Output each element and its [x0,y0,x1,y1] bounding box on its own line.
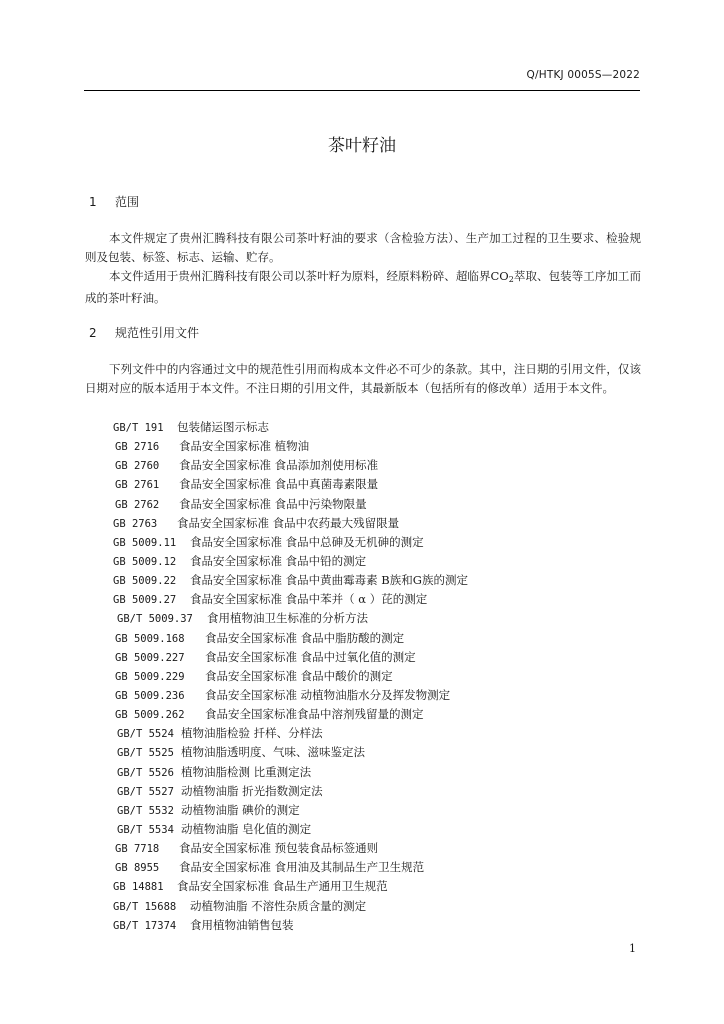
reference-code: GB/T 5524 [117,728,174,741]
reference-title: 动植物油脂 碘价的测定 [181,802,300,817]
reference-code: GB 14881 [113,881,164,894]
reference-code: GB 2761 [115,479,160,492]
reference-item [113,705,468,724]
section-title: 规范性引用文件 [115,326,200,340]
reference-item [113,763,468,782]
reference-title: 食品安全国家标准 食品中总砷及无机砷的测定 [190,534,424,549]
header-rule [84,90,640,91]
reference-item [113,877,468,896]
reference-item [113,724,468,743]
reference-code: GB 5009.227 [115,651,185,664]
reference-code: GB 5009.229 [115,670,185,683]
reference-item [113,801,468,820]
reference-code: GB 5009.236 [115,689,185,702]
reference-title: 食用植物油销售包装 [190,917,294,932]
section-heading-scope [89,193,139,210]
reference-code: GB 5009.22 [113,575,177,588]
reference-code: GB/T 5534 [117,823,174,836]
reference-title: 食品安全国家标准 预包装食品标签通则 [179,841,379,856]
reference-item [113,552,468,571]
reference-title: 动植物油脂 皂化值的测定 [181,821,312,836]
reference-item [113,897,468,916]
reference-list [113,418,468,935]
reference-item [113,686,468,705]
reference-item [113,456,468,475]
reference-item [113,418,468,437]
reference-code: GB 2763 [113,517,158,530]
reference-code: GB 5009.27 [113,594,177,607]
reference-title: 食品安全国家标准 食品中污染物限量 [179,496,367,511]
reference-code: GB/T 191 [113,422,164,434]
reference-title: 包装储运图示标志 [177,420,269,434]
reference-item [113,667,468,686]
reference-title: 食品安全国家标准 食品生产通用卫生规范 [177,879,388,894]
reference-code: GB/T 5526 [117,766,174,779]
reference-title: 植物油脂透明度、气味、滋味鉴定法 [181,745,365,760]
reference-title: 食品安全国家标准 食品中真菌毒素限量 [179,477,379,492]
reference-title: 食品安全国家标准 食品中过氧化值的测定 [205,649,416,664]
document-title: 茶叶籽油 [328,136,396,156]
reference-item [113,571,468,590]
references-intro: 下列文件中的内容通过文中的规范性引用而构成本文件必不可少的条款。其中，注日期的引用文件，仅该日期对应的版本适用于本文件。不注日期的引用文件，其最新版本（包括所有的修改单）适用于本文件。 [85,362,641,395]
reference-item [113,495,468,514]
reference-code: GB/T 5527 [117,785,174,798]
scope-paragraph-2 [85,267,641,308]
page-number: 1 [629,942,636,955]
reference-item [113,590,468,609]
reference-item [113,858,468,877]
scope-paragraph-1: 本文件规定了贵州汇腾科技有限公司茶叶籽油的要求（含检验方法）、生产加工过程的卫生要求、检验规则及包装、标签、标志、运输、贮存。 [85,231,641,264]
reference-title: 食品安全国家标准 动植物油脂水分及挥发物测定 [205,687,451,702]
reference-title: 食品安全国家标准 食品中苯并（ α ）芘的测定 [190,592,428,607]
reference-code: GB 2716 [115,441,160,454]
reference-item [113,475,468,494]
reference-code: GB 8955 [115,862,160,875]
reference-title: 食品安全国家标准 食品中农药最大残留限量 [177,515,400,530]
reference-item [113,437,468,456]
reference-item [113,533,468,552]
reference-item [113,743,468,762]
reference-title: 植物油脂检验 扦样、分样法 [181,726,323,741]
reference-title: 食品安全国家标准 食品中黄曲霉毒素 B族和G族的测定 [190,573,468,588]
reference-item [113,839,468,858]
reference-code: GB/T 15688 [113,900,177,913]
reference-code: GB 5009.12 [113,555,177,568]
reference-title: 食品安全国家标准食品中溶剂残留量的测定 [205,707,424,722]
reference-code: GB 5009.262 [115,709,185,722]
reference-title: 植物油脂检测 比重测定法 [181,764,312,779]
reference-code: GB 2762 [115,498,160,511]
subscript-2: 2 [508,275,514,284]
reference-title: 食品安全国家标准 食品中铅的测定 [190,553,367,568]
reference-title: 食品安全国家标准 植物油 [179,439,310,454]
reference-title: 食品安全国家标准 食品添加剂使用标准 [179,458,379,473]
standard-code: Q/HTKJ 0005S—2022 [526,69,640,81]
reference-code: GB/T 5525 [117,747,174,760]
reference-item [113,514,468,533]
reference-title: 食品安全国家标准 食品中脂肪酸的测定 [205,630,405,645]
reference-title: 食品安全国家标准 食品中酸价的测定 [205,668,393,683]
reference-item [113,648,468,667]
reference-title: 食用植物油卫生标准的分析方法 [207,611,368,626]
section-number: 1 [89,195,97,209]
reference-item [113,782,468,801]
section-heading-normative-references [89,324,199,341]
reference-item [113,820,468,839]
reference-code: GB/T 5009.37 [117,613,193,626]
reference-item [113,629,468,648]
reference-code: GB 5009.11 [113,536,177,549]
reference-code: GB 5009.168 [115,632,185,645]
reference-code: GB 2760 [115,460,160,473]
scope-paragraph-2-tail: 萃取、包装等工序加工而成的茶叶籽油。 [85,269,641,305]
section-title: 范围 [115,195,140,209]
section-number: 2 [89,326,97,340]
reference-title: 食品安全国家标准 食用油及其制品生产卫生规范 [179,860,425,875]
reference-code: GB/T 17374 [113,919,177,932]
reference-title: 动植物油脂 不溶性杂质含量的测定 [190,898,367,913]
reference-code: GB/T 5532 [117,804,174,817]
reference-title: 动植物油脂 折光指数测定法 [181,783,323,798]
reference-item [113,609,468,628]
reference-item [113,916,468,935]
scope-paragraph-2-text: 本文件适用于贵州汇腾科技有限公司以茶叶籽为原料，经原料粉碎、超临界CO [109,269,509,283]
reference-code: GB 7718 [115,843,160,856]
